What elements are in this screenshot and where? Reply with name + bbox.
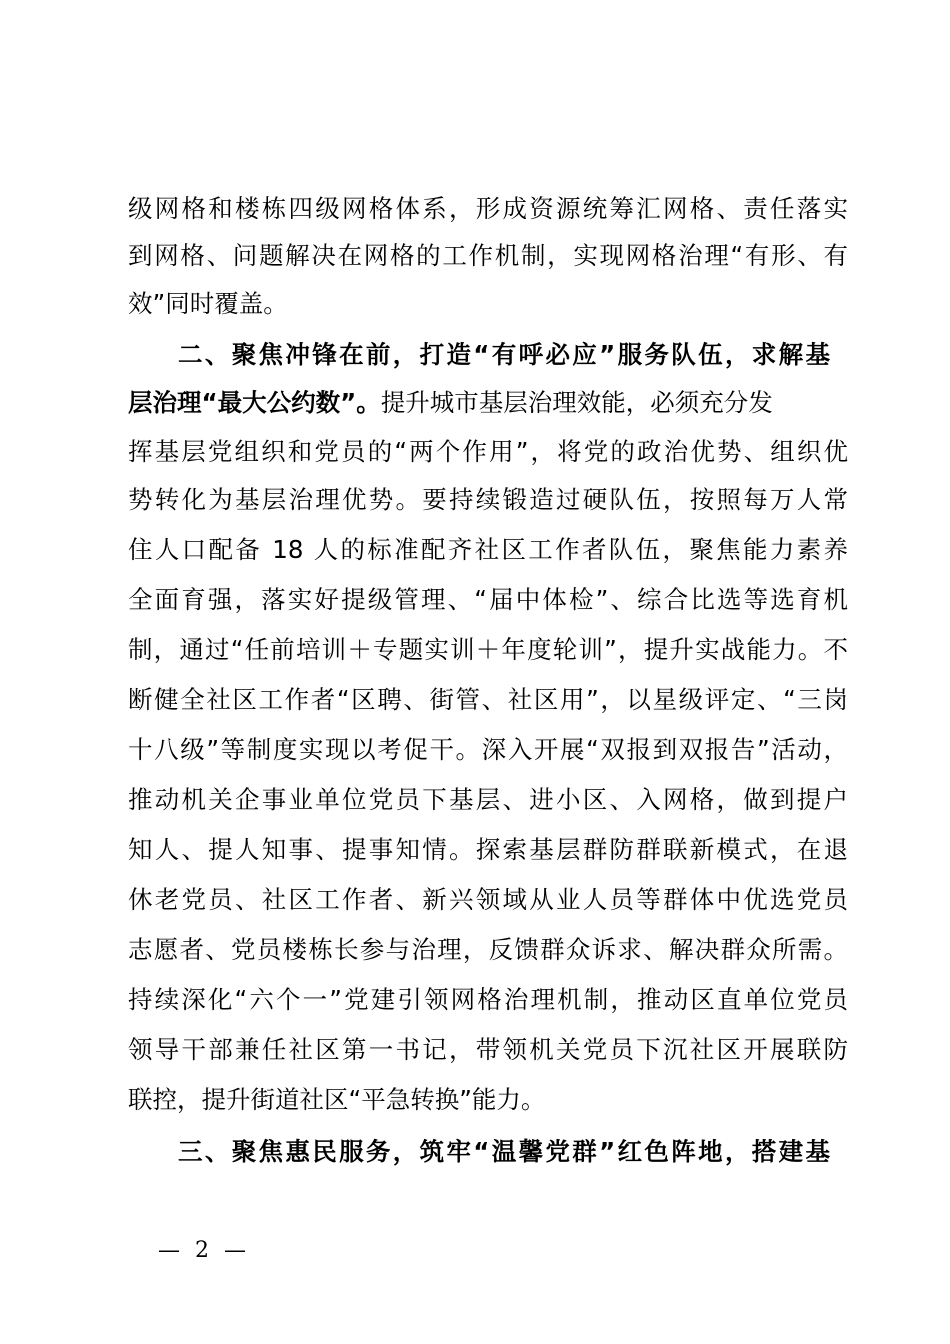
paragraph-line: 十八级”等制度实现以考促干。深入开展“双报到双报告”活动， bbox=[128, 735, 848, 764]
paragraph-text: 提升城市基层治理效能，必须充分发 bbox=[380, 388, 773, 417]
paragraph-line: 休老党员、社区工作者、新兴领域从业人员等群体中优选党员 bbox=[128, 885, 848, 914]
paragraph-line: 知人、提人知事、提事知情。探索基层群防群联新模式，在退 bbox=[128, 835, 848, 864]
section-heading-2-line bbox=[128, 383, 848, 423]
section-heading-3-line: 三、聚焦惠民服务，筑牢“温馨党群”红色阵地，搭建基 bbox=[178, 1137, 830, 1166]
paragraph-line: 挥基层党组织和党员的“两个作用”，将党的政治优势、组织优 bbox=[128, 437, 848, 466]
paragraph-line: 住人口配备 18 人的标准配齐社区工作者队伍，聚焦能力素养 bbox=[128, 535, 848, 564]
paragraph-line: 持续深化“六个一”党建引领网格治理机制，推动区直单位党员 bbox=[128, 985, 848, 1014]
paragraph-line: 断健全社区工作者“区聘、街管、社区用”，以星级评定、“三岗 bbox=[128, 685, 848, 714]
section-heading-2-line: 二、聚焦冲锋在前，打造“有呼必应”服务队伍，求解基 bbox=[178, 340, 830, 369]
page-number: — 2 — bbox=[158, 1238, 250, 1263]
paragraph-line: 势转化为基层治理优势。要持续锻造过硬队伍，按照每万人常 bbox=[128, 485, 848, 514]
paragraph-line: 级网格和楼栋四级网格体系，形成资源统筹汇网格、责任落实 bbox=[128, 194, 848, 223]
paragraph-line: 领导干部兼任社区第一书记，带领机关党员下沉社区开展联防 bbox=[128, 1035, 848, 1064]
paragraph-line: 制，通过“任前培训＋专题实训＋年度轮训”，提升实战能力。不 bbox=[128, 635, 848, 664]
paragraph-line: 效”同时覆盖。 bbox=[128, 289, 288, 318]
paragraph-line: 到网格、问题解决在网格的工作机制，实现网格治理“有形、有 bbox=[128, 241, 848, 270]
paragraph-line: 全面育强，落实好提级管理、“届中体检”、综合比选等选育机 bbox=[128, 585, 848, 614]
paragraph-line: 推动机关企事业单位党员下基层、进小区、入网格，做到提户 bbox=[128, 785, 848, 814]
section-heading-2-tail: 层治理“最大公约数”。 bbox=[128, 388, 381, 417]
paragraph-line: 联控，提升街道社区“平急转换”能力。 bbox=[128, 1085, 546, 1114]
paragraph-line: 志愿者、党员楼栋长参与治理，反馈群众诉求、解决群众所需。 bbox=[128, 935, 848, 964]
